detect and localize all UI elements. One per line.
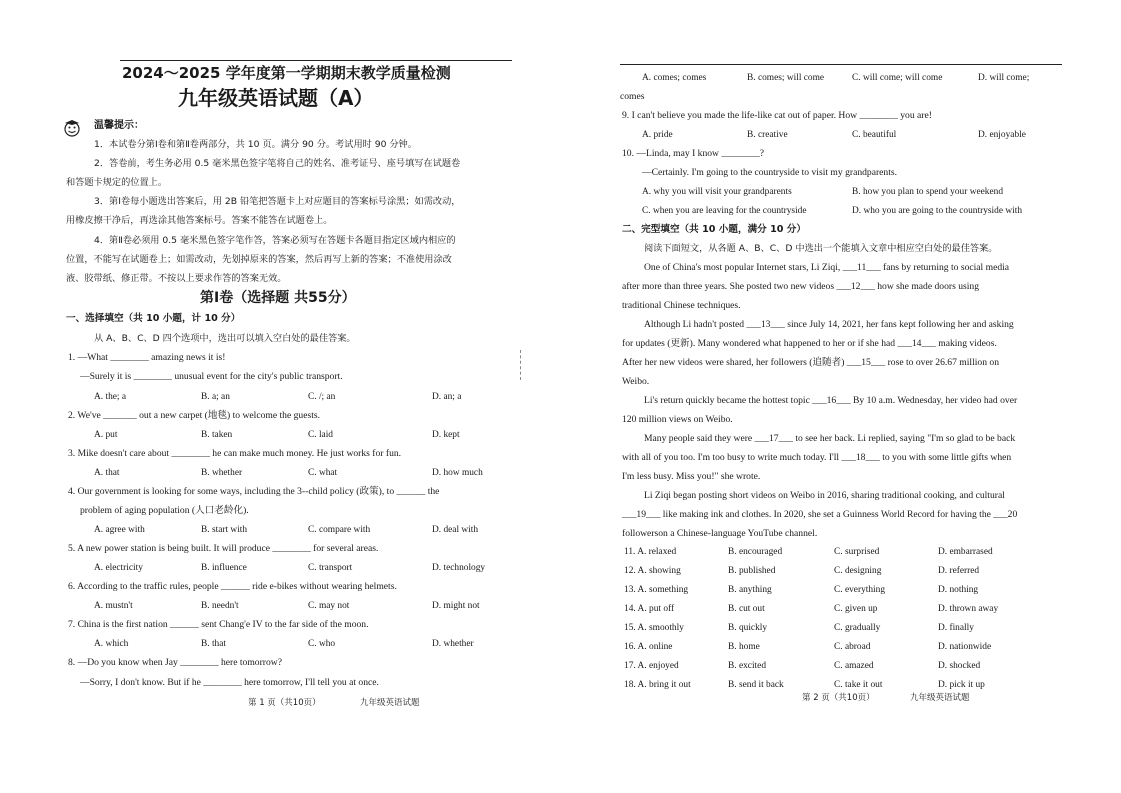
answer-option: 14. A. put off xyxy=(624,604,675,614)
passage-line: Weibo. xyxy=(622,376,650,387)
option-b: B. how you plan to spend your weekend xyxy=(852,187,1004,197)
question-1: 1. —What ________ amazing news it is! xyxy=(68,352,226,363)
passage-line: after more than three years. She posted two new videos ___12___ how she made doors using xyxy=(622,281,980,292)
footer-title: 九年级英语试题 xyxy=(360,698,420,708)
option-d: D. kept xyxy=(432,430,460,440)
option-c: C. beautiful xyxy=(852,130,897,140)
q8-option-c: C. will come; will come xyxy=(852,73,943,83)
answer-option: D. referred xyxy=(938,566,980,576)
answer-option: B. home xyxy=(728,642,760,652)
answer-option: D. finally xyxy=(938,623,974,633)
footer-page: 第 2 页（共10页） xyxy=(802,693,875,703)
option-a: A. pride xyxy=(642,130,673,140)
option-c: C. when you are leaving for the countryside xyxy=(642,206,807,216)
answer-option: B. quickly xyxy=(728,623,768,633)
tip-line: 4．第Ⅱ卷必须用 0.5 毫米黑色签字笔作答，答案必须写在答题卡各题目指定区域内相应的 xyxy=(94,235,456,246)
passage-line: for updates (更新). Many wondered what happened to her or if she had ___14___ making videos. xyxy=(622,338,997,349)
answer-option: D. shocked xyxy=(938,661,981,671)
option-b: B. needn't xyxy=(201,601,239,611)
left-page xyxy=(0,0,560,793)
question-5: 5. A new power station is being built. It will produce ________ for several areas. xyxy=(68,543,379,554)
passage-line: Many people said they were ___17___ to see her back. Li replied, saying "I'm so glad to be back xyxy=(644,433,1016,444)
answer-option: 11. A. relaxed xyxy=(624,547,677,557)
option-c: C. /; an xyxy=(308,392,336,402)
option-b: B. taken xyxy=(201,430,233,440)
passage-line: Although Li hadn't posted ___13___ since July 14, 2021, her fans kept following her and asking xyxy=(644,319,1014,330)
option-b: B. that xyxy=(201,639,226,649)
answer-option: B. send it back xyxy=(728,680,784,690)
option-b: B. creative xyxy=(747,130,788,140)
option-c: C. who xyxy=(308,639,336,649)
tip-line: 2．答卷前，考生务必用 0.5 毫米黑色签字笔将自己的姓名、准考证号、座号填写在试题卷 xyxy=(94,158,461,169)
answer-option: D. pick it up xyxy=(938,680,985,690)
tip-line: 和答题卡规定的位置上。 xyxy=(66,177,168,188)
option-a: A. put xyxy=(94,430,118,440)
answer-option: C. surprised xyxy=(834,547,880,557)
passage-line: I'm less busy. Miss you!" she wrote. xyxy=(622,471,761,482)
option-c: C. laid xyxy=(308,430,333,440)
question-1-line2: —Surely it is ________ unusual event for the city's public transport. xyxy=(80,371,343,382)
answer-option: D. nothing xyxy=(938,585,979,595)
answer-option: B. cut out xyxy=(728,604,765,614)
question-10-line2: —Certainly. I'm going to the countryside to visit my grandparents. xyxy=(642,167,898,178)
option-a: A. that xyxy=(94,468,120,478)
option-a: A. mustn't xyxy=(94,601,133,611)
question-4-line2: problem of aging population (人口老龄化). xyxy=(80,505,249,516)
option-d: D. enjoyable xyxy=(978,130,1026,140)
header-rule xyxy=(620,64,1062,65)
option-a: A. electricity xyxy=(94,563,143,573)
binding-mark xyxy=(520,350,524,380)
passage-line: One of China's most popular Internet stars, Li Ziqi, ___11___ fans by returning to social media xyxy=(644,262,1010,273)
passage-line: with all of you too. I'm too busy to write much today. I'll ___18___ to you with some little gifts when xyxy=(622,452,1012,463)
option-c: C. transport xyxy=(308,563,353,573)
question-7: 7. China is the first nation ______ sent Chang'e IV to the far side of the moon. xyxy=(68,619,369,630)
option-b: B. a; an xyxy=(201,392,230,402)
option-c: C. may not xyxy=(308,601,350,611)
option-c: C. what xyxy=(308,468,338,478)
option-a: A. the; a xyxy=(94,392,127,402)
part1-title: 第Ⅰ卷（选择题 共55分） xyxy=(200,290,356,306)
answer-option: C. amazed xyxy=(834,661,874,671)
tip-line: 3．第Ⅰ卷每小题选出答案后，用 2B 铅笔把答题卡上对应题目的答案标号涂黑；如需改动， xyxy=(94,196,461,207)
option-b: B. influence xyxy=(201,563,247,573)
answer-option: D. thrown away xyxy=(938,604,999,614)
answer-option: 18. A. bring it out xyxy=(624,680,691,690)
q8-option-a: A. comes; comes xyxy=(642,73,707,83)
right-page xyxy=(560,0,1121,793)
tip-line: 位置，不能写在试题卷上；如需改动，先划掉原来的答案，然后再写上新的答案；不准使用涂改 xyxy=(66,254,452,265)
answer-option: C. designing xyxy=(834,566,882,576)
passage-line: traditional Chinese techniques. xyxy=(622,300,741,311)
tip-line: 用橡皮擦干净后，再选涂其他答案标号。答案不能答在试题卷上。 xyxy=(66,215,333,226)
answer-option: 16. A. online xyxy=(624,642,673,652)
tip-line: 1．本试卷分第Ⅰ卷和第Ⅱ卷两部分，共 10 页。满分 90 分。考试用时 90 分钟。 xyxy=(94,139,417,150)
option-d: D. deal with xyxy=(432,525,479,535)
question-8-line2: —Sorry, I don't know. But if he ________ here tomorrow, I'll tell you at once. xyxy=(80,677,379,688)
answer-option: 15. A. smoothly xyxy=(624,623,684,633)
answer-option: C. everything xyxy=(834,585,886,595)
option-d: D. an; a xyxy=(432,392,462,402)
option-a: A. which xyxy=(94,639,129,649)
exam-title: 九年级英语试题（A） xyxy=(178,86,374,110)
section1-title: 一、选择填空（共 10 小题，计 10 分） xyxy=(66,313,241,324)
answer-option: C. take it out xyxy=(834,680,883,690)
q8-option-b: B. comes; will come xyxy=(747,73,825,83)
answer-option: C. abroad xyxy=(834,642,871,652)
option-d: D. how much xyxy=(432,468,483,478)
answer-option: D. nationwide xyxy=(938,642,992,652)
answer-option: B. anything xyxy=(728,585,772,595)
option-b: B. start with xyxy=(201,525,248,535)
option-a: A. why you will visit your grandparents xyxy=(642,187,792,197)
question-9: 9. I can't believe you made the life-like cat out of paper. How ________ you are! xyxy=(622,110,932,121)
answer-option: B. published xyxy=(728,566,776,576)
question-4: 4. Our government is looking for some ways, including the 3--child policy (政策), to ______ the xyxy=(68,486,440,497)
passage-line: followerson a Chinese-language YouTube channel. xyxy=(622,528,818,539)
smiley-icon xyxy=(62,118,82,138)
passage-line: ___19___ like making ink and clothes. In 2020, she set a Guinness World Record for having the ___20 xyxy=(622,509,1018,520)
answer-option: 12. A. showing xyxy=(624,566,681,576)
passage-line: Li Ziqi began posting short videos on Weibo in 2016, sharing traditional cooking, and cultural xyxy=(644,490,1005,501)
option-c: C. compare with xyxy=(308,525,371,535)
q8-option-d: D. will come; xyxy=(978,73,1030,83)
section2-instructions: 阅读下面短文，从各题 A、B、C、D 中选出一个能填入文章中相应空白处的最佳答案。 xyxy=(644,243,998,254)
section1-instructions: 从 A、B、C、D 四个选项中，选出可以填入空白处的最佳答案。 xyxy=(94,333,356,344)
answer-option: C. given up xyxy=(834,604,878,614)
option-d: D. technology xyxy=(432,563,486,573)
answer-option: D. embarrased xyxy=(938,547,993,557)
passage-line: After her new videos were shared, her followers (追随者) ___15___ rose to over 26.67 million on xyxy=(622,357,999,368)
answer-option: 13. A. something xyxy=(624,585,689,595)
answer-option: B. excited xyxy=(728,661,767,671)
question-10: 10. —Linda, may I know ________? xyxy=(622,148,765,159)
option-d: D. whether xyxy=(432,639,474,649)
option-d: D. who you are going to the countryside with xyxy=(852,206,1023,216)
footer-title: 九年级英语试题 xyxy=(910,693,970,703)
option-d: D. might not xyxy=(432,601,480,611)
answer-option: C. gradually xyxy=(834,623,881,633)
passage-line: 120 million views on Weibo. xyxy=(622,414,733,425)
exam-header: 2024～2025 学年度第一学期期末教学质量检测 xyxy=(122,64,451,82)
footer-page: 第 1 页（共10页） xyxy=(248,698,321,708)
tip-line: 液、胶带纸、修正带。不按以上要求作答的答案无效。 xyxy=(66,273,287,284)
answer-option: 17. A. enjoyed xyxy=(624,661,679,671)
option-b: B. whether xyxy=(201,468,243,478)
q8-option-wrap: comes xyxy=(620,91,645,102)
question-2: 2. We've _______ out a new carpet (地毯) to welcome the guests. xyxy=(68,410,321,421)
option-a: A. agree with xyxy=(94,525,145,535)
section2-title: 二、完型填空（共 10 小题，满分 10 分） xyxy=(622,224,806,235)
tips-title: 温馨提示： xyxy=(94,120,144,131)
question-6: 6. According to the traffic rules, people ______ ride e-bikes without wearing helmets. xyxy=(68,581,397,592)
passage-line: Li's return quickly became the hottest topic ___16___ By 10 a.m. Wednesday, her video had over xyxy=(644,395,1018,406)
question-3: 3. Mike doesn't care about ________ he can make much money. He just works for fun. xyxy=(68,448,402,459)
header-rule xyxy=(120,60,512,61)
question-8: 8. —Do you know when Jay ________ here tomorrow? xyxy=(68,657,282,668)
answer-option: B. encouraged xyxy=(728,547,783,557)
